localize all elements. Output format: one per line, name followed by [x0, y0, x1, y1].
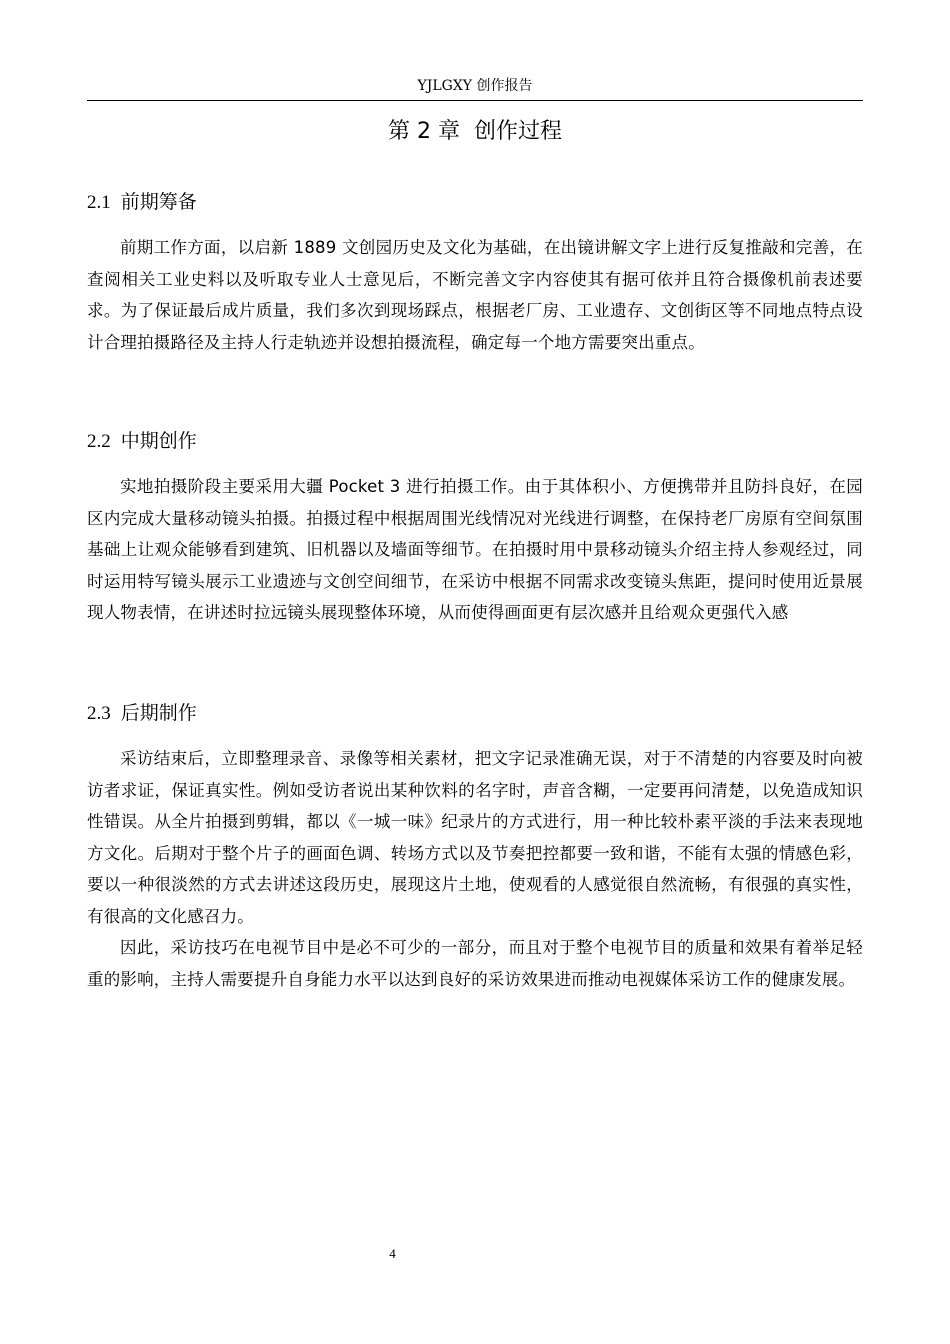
- body-paragraph: 因此，采访技巧在电视节目中是必不可少的一部分，而且对于整个电视节目的质量和效果有着举足轻重的影响，主持人需要提升自身能力水平以达到良好的采访效果进而推动电视媒体采访工作的健康发展。: [87, 938, 863, 989]
- section-preparation: [87, 190, 863, 358]
- section-title: 后期制作: [120, 702, 197, 724]
- running-header: YJLGXY 创作报告: [417, 78, 533, 94]
- section-production: [87, 429, 863, 629]
- section-title: 中期创作: [120, 430, 197, 452]
- section-heading: [87, 190, 863, 215]
- section-number: 2.1: [87, 192, 111, 213]
- page-number: 4: [389, 1246, 396, 1261]
- chapter-name: 创作过程: [473, 119, 562, 144]
- body-paragraph: 采访结束后，立即整理录音、录像等相关素材，把文字记录准确无误，对于不清楚的内容要及时向被访者求证，保证真实性。例如受访者说出某种饮料的名字时，声音含糊，一定要再问清楚，以免造成知识性错误。从全片拍摄到剪辑，都以《一城一味》纪录片的方式进行，用一种比较朴素平淡的手法来表现地方文化。后期对于整个片子的画面色调、转场方式以及节奏把控都要一致和谐，不能有太强的情感色彩，要以一种很淡然的方式去讲述这段历史，展现这片土地，使观看的人感觉很自然流畅，有很强的真实性，有很高的文化感召力。: [87, 749, 863, 926]
- body-paragraph: 实地拍摄阶段主要采用大疆 Pocket 3 进行拍摄工作。由于其体积小、方便携带并且防抖良好，在园区内完成大量移动镜头拍摄。拍摄过程中根据周围光线情况对光线进行调整，在保持老厂房原有空间氛围基础上让观众能够看到建筑、旧机器以及墙面等细节。在拍摄时用中景移动镜头介绍主持人参观经过，同时运用特写镜头展示工业遗迹与文创空间细节，在采访中根据不同需求改变镜头焦距，提问时使用近景展现人物表情，在讲述时拉远镜头展现整体环境，从而使得画面更有层次感并且给观众更强代入感: [87, 477, 863, 622]
- section-title: 前期筹备: [120, 191, 197, 213]
- section-number: 2.3: [87, 703, 111, 724]
- header-rule: [87, 100, 863, 101]
- chapter-title: [87, 118, 863, 146]
- section-post-production: [87, 701, 863, 995]
- body-paragraph: 前期工作方面，以启新 1889 文创园历史及文化为基础，在出镜讲解文字上进行反复推敲和完善，在查阅相关工业史料以及听取专业人士意见后，不断完善文字内容使其有据可依并且符合摄像机前表述要求。为了保证最后成片质量，我们多次到现场踩点，根据老厂房、工业遗存、文创街区等不同地点特点设计合理拍摄路径及主持人行走轨迹并设想拍摄流程，确定每一个地方需要突出重点。: [87, 238, 863, 352]
- section-heading: [87, 429, 863, 454]
- section-number: 2.2: [87, 431, 111, 452]
- section-heading: [87, 701, 863, 726]
- chapter-number: 第 2 章: [388, 119, 460, 144]
